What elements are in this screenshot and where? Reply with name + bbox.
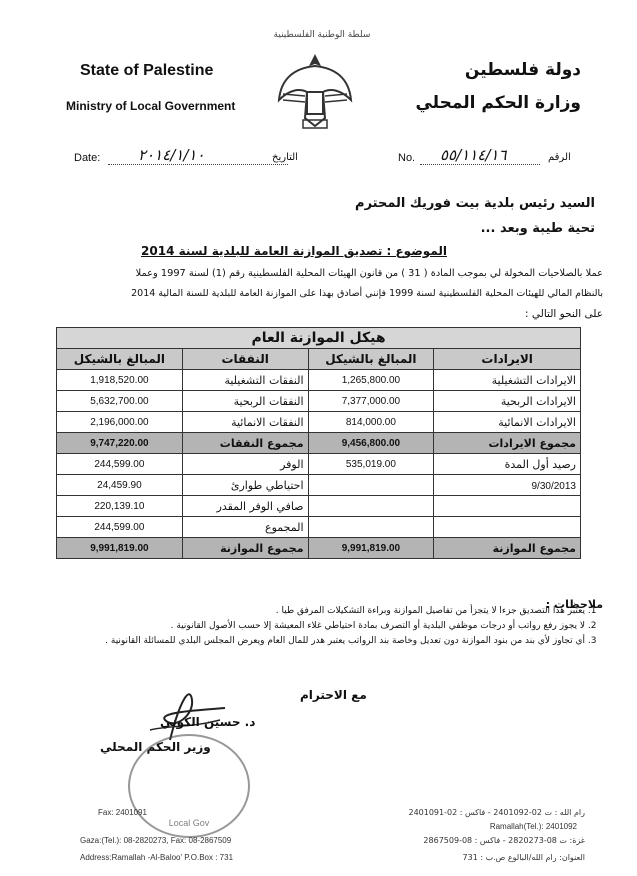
revenue-label: الايرادات الربحية [434, 391, 581, 412]
expense-label: النفقات التشغيلية [182, 370, 308, 391]
footer-fax-left: Fax: 2401091 [98, 808, 147, 817]
emergency-reserve-label: احتياطي طوارئ [182, 475, 308, 496]
note-item: 2. لا يجوز رفع رواتب أو درجات موظفي البلدية أو التصرف بمادة احتياطي غلاء المعيشة إلا حسب الأصول القانونية . [45, 621, 585, 631]
subject-line: الموضوع : تصديق الموازنة العامة للبلدية لسنة 2014 [141, 244, 447, 258]
budget-title: هيكل الموازنة العام [57, 328, 581, 349]
total-expense-amount: 9,747,220.00 [57, 433, 183, 454]
date-line [108, 164, 288, 165]
state-title-en: State of Palestine [80, 62, 214, 79]
revenue-amount: 1,265,800.00 [308, 370, 434, 391]
seal-text: Local Gov [168, 818, 210, 828]
date-label-en: Date: [74, 152, 101, 164]
expense-label: النفقات الانمائية [182, 412, 308, 433]
revenue-label: الايرادات التشغيلية [434, 370, 581, 391]
number-value: ٥٥/١١٤/١٦ [440, 146, 507, 164]
col-revenue-header: الايرادات [434, 349, 581, 370]
table-row [57, 412, 581, 433]
ministry-name-ar: وزارة الحكم المحلي [415, 93, 581, 113]
table-row [57, 496, 581, 517]
total-expense-label: مجموع النفقات [182, 433, 308, 454]
footer-gaza-right: غزة: ت 08-2820273 - فاكس : 08-2867509 [423, 836, 585, 845]
budget-structure-table [56, 327, 581, 559]
ministry-name-en: Ministry of Local Government [66, 99, 236, 113]
grand-revenue-amount: 9,991,819.00 [308, 538, 434, 559]
eagle-emblem-icon [275, 48, 355, 132]
greeting: تحية طيبة وبعد ... [480, 221, 595, 236]
total-revenue-label: مجموع الايرادات [434, 433, 581, 454]
total-revenue-amount: 9,456,800.00 [308, 433, 434, 454]
opening-balance-amount: 535,019.00 [308, 454, 434, 475]
expense-amount: 1,918,520.00 [57, 370, 183, 391]
sum-label: المجموع [182, 517, 308, 538]
footer-gaza-left: Gaza:(Tel.): 08-2820273, Fax: 08-2867509 [80, 836, 232, 845]
state-title-ar: دولة فلسطين [464, 60, 581, 80]
revenue-amount: 814,000.00 [308, 412, 434, 433]
table-row [57, 517, 581, 538]
grand-total-row [57, 538, 581, 559]
addressee: السيد رئيس بلدية بيت فوريك المحترم [355, 196, 595, 211]
table-row [57, 370, 581, 391]
grand-expense-label: مجموع الموازنة [182, 538, 308, 559]
opening-balance-label: رصيد أول المدة [434, 454, 581, 475]
net-surplus-label: صافي الوفر المقدر [182, 496, 308, 517]
revenue-amount: 7,377,000.00 [308, 391, 434, 412]
number-line [420, 164, 540, 165]
notes-title: ملاحظات : [545, 598, 603, 611]
number-label-ar: الرقم [548, 152, 571, 163]
expense-amount: 2,196,000.00 [57, 412, 183, 433]
grand-revenue-label: مجموع الموازنة [434, 538, 581, 559]
note-item: 3. أي تجاوز لأي بند من بنود الموازنة دون تعديل وخاصة بند الرواتب يعتبر هدر للمال العام ويعرض المجلس البلدي للمسائلة القانونية . [45, 636, 585, 646]
expense-label: النفقات الربحية [182, 391, 308, 412]
number-label-en: No. [398, 152, 416, 164]
totals-row [57, 433, 581, 454]
date-value: ٢٠١٤/١/١٠ [138, 146, 205, 164]
surplus-label: الوفر [182, 454, 308, 475]
emergency-reserve-amount: 24,459.90 [57, 475, 183, 496]
emblem-caption: سلطة الوطنية الفلسطينية [273, 30, 371, 40]
body-line-2: بالنظام المالي للهيئات المحلية الفلسطينية لسنة 1999 فإنني أصادق بهذا على الموازنة العامة للبلدية للسنة المالية 2014 [131, 288, 603, 299]
expense-amount: 5,632,700.00 [57, 391, 183, 412]
date-label-ar: التاريخ [272, 152, 298, 163]
footer-ramallah-right: رام الله : ت 02-2401092 - فاكس : 02-2401091 [408, 808, 585, 817]
table-row [57, 391, 581, 412]
regards: مع الاحترام [300, 688, 367, 702]
ministry-seal-icon [128, 734, 250, 838]
footer-ramallah-tel: Ramallah(Tel.): 2401092 [489, 822, 577, 831]
note-item: 1. يعتبر هذا التصديق جزءا لا يتجزأ من تفاصيل الموازنة وبراءة التشكيلات المرفق طيا . [45, 606, 585, 616]
net-surplus-amount: 220,139.10 [57, 496, 183, 517]
surplus-amount: 244,599.00 [57, 454, 183, 475]
sum-amount: 244,599.00 [57, 517, 183, 538]
opening-balance-date: 9/30/2013 [434, 475, 581, 496]
notes-list [45, 606, 603, 651]
table-row [57, 454, 581, 475]
table-row [57, 475, 581, 496]
footer-address-right: العنوان: رام الله/البالوع ص.ب : 731 [462, 853, 585, 862]
col-revenue-amount-header: المبالغ بالشيكل [308, 349, 434, 370]
col-expense-header: النفقات [182, 349, 308, 370]
footer-address-left: Address:Ramallah -Al-Baloo' P.O.Box : 731 [80, 853, 234, 862]
body-line-1: عملا بالصلاحيات المخولة لي بموجب المادة ( 31 ) من قانون الهيئات المحلية الفلسطينية رقم (1) لسنة 1997 وعملا [135, 268, 603, 279]
col-expense-amount-header: المبالغ بالشيكل [57, 349, 183, 370]
signer-name: د. حسين الكوني [160, 715, 256, 729]
revenue-label: الايرادات الانمائية [434, 412, 581, 433]
grand-expense-amount: 9,991,819.00 [57, 538, 183, 559]
body-line-3: على النحو التالي : [525, 308, 603, 320]
signer-title: وزير الحكم المحلي [100, 740, 211, 754]
